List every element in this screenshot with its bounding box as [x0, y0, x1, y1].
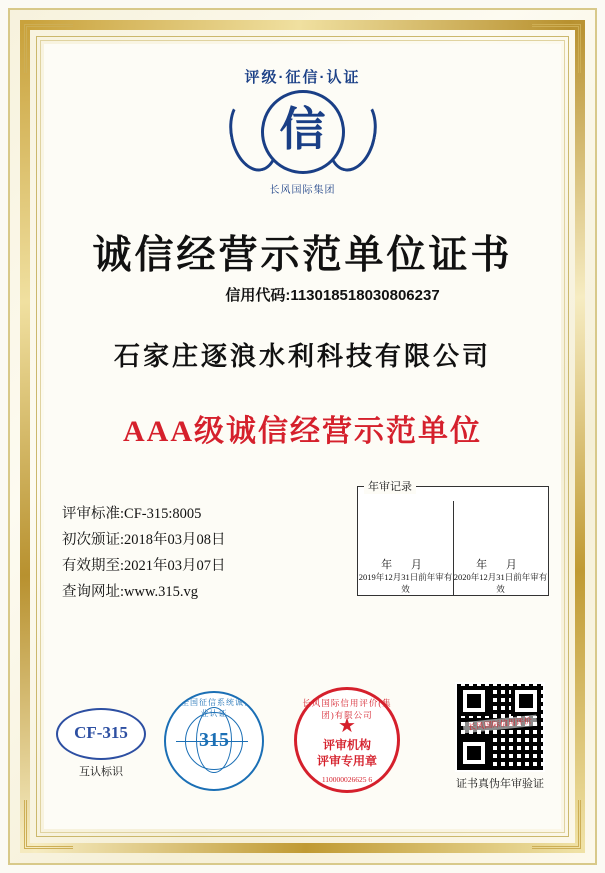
- award-level-line: AAA级诚信经营示范单位: [123, 415, 482, 448]
- red-seal-arc-text: 长风国际信用评价(集团)有限公司: [302, 698, 392, 720]
- qr-code-icon[interactable]: [455, 682, 545, 772]
- annual-review-cell-2019: [358, 559, 453, 595]
- detail-review-standard: 评审标准:CF-315:8005: [62, 506, 202, 522]
- certificate-content: [46, 46, 559, 827]
- qr-caption: 证书真伪年审验证: [456, 778, 544, 790]
- annual-review-cell-2020-note: 2020年12月31日前年审有效: [453, 572, 548, 594]
- red-seal-line1: 评审机构: [322, 738, 371, 752]
- cf-315-badge-icon: CF-315: [56, 708, 146, 760]
- cf-seal-caption: 互认标识: [79, 766, 123, 778]
- qr-overlay-stamp-text: 长风国际信用评价: [463, 714, 538, 733]
- globe-seal-group: [164, 691, 264, 791]
- annual-review-cell-2020: [453, 559, 548, 595]
- annual-review-cell-2019-note: 2019年12月31日前年审有效: [358, 572, 453, 594]
- red-official-seal-icon: [294, 687, 400, 793]
- company-name: 石家庄逐浪水利科技有限公司: [113, 342, 491, 371]
- emblem-arc-text: 评级·征信·认证: [244, 69, 361, 86]
- red-seal-number: 110000026625 6: [321, 775, 373, 784]
- qr-finder-bottom-left: [459, 738, 489, 768]
- annual-review-cell-2019-ym: 年 月: [381, 559, 430, 571]
- star-icon: ★: [338, 715, 356, 737]
- red-seal-line2: 评审专用章: [316, 754, 377, 768]
- emblem-center-character: 信: [261, 90, 345, 174]
- detail-query-url: 查询网址:www.315.vg: [62, 584, 199, 600]
- qr-verification-group[interactable]: [455, 682, 545, 791]
- cf-seal-group: [56, 708, 146, 779]
- seal-row: [46, 663, 559, 803]
- detail-first-issue-date: 初次颁证:2018年03月08日: [62, 532, 226, 548]
- red-official-seal-group: [294, 687, 400, 793]
- organization-emblem: [208, 64, 398, 204]
- qr-finder-top-right: [511, 686, 541, 716]
- annual-review-title: 年审记录: [364, 478, 416, 494]
- globe-seal-icon: [164, 691, 264, 791]
- globe-seal-center-number: 315: [185, 712, 243, 770]
- details-block: [62, 501, 226, 605]
- annual-review-box: [357, 481, 549, 596]
- certificate-title: 诚信经营示范单位证书: [92, 234, 513, 277]
- qr-finder-top-left: [459, 686, 489, 716]
- globe-seal-arc-text: 315全国征信系统诚信企业认证: [166, 698, 262, 718]
- credit-code-line: 信用代码:113018518030806237: [225, 287, 440, 304]
- emblem-sub-text: 长风国际集团: [269, 185, 336, 196]
- annual-review-cell-2020-ym: 年 月: [476, 559, 525, 571]
- detail-valid-until: 有效期至:2021年03月07日: [62, 558, 226, 574]
